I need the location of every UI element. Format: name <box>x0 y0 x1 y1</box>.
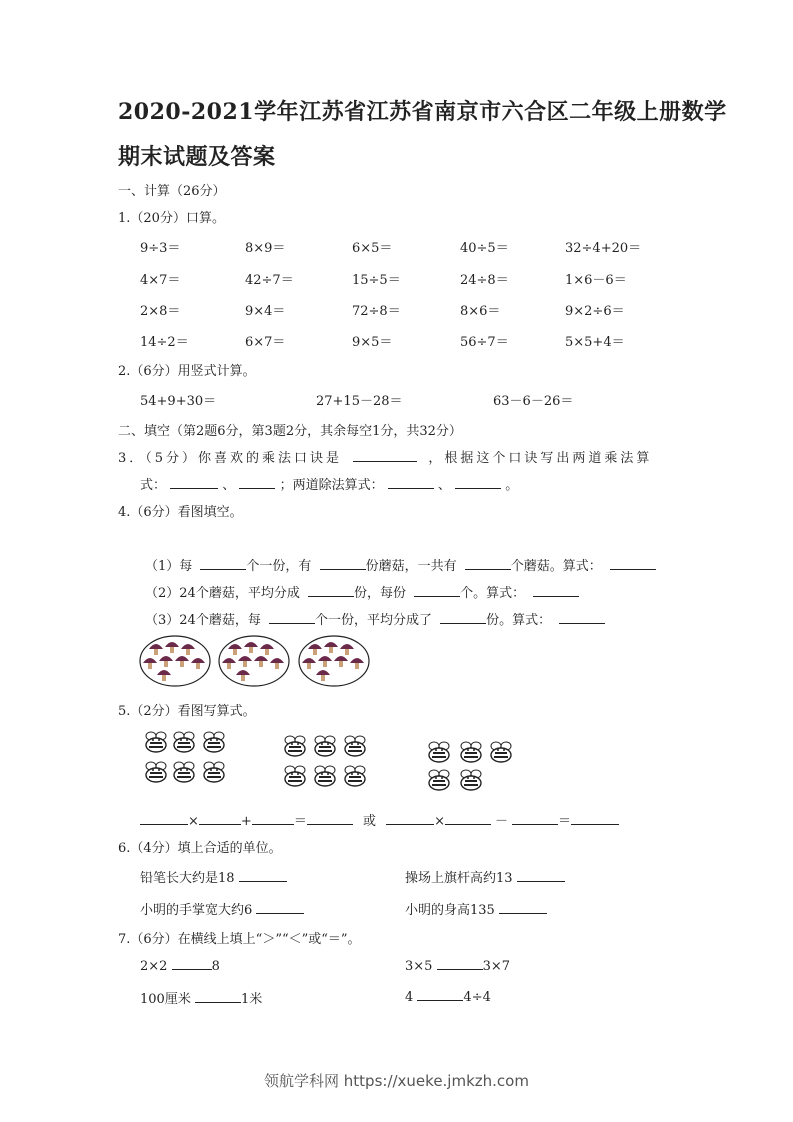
compare-left: 4 <box>405 990 414 1005</box>
compare-right: 4÷4 <box>463 990 491 1005</box>
operator: × <box>434 814 446 829</box>
answer-blank[interactable] <box>307 812 353 825</box>
mushroom-icon <box>350 658 364 669</box>
mental-math-item: 56÷7＝ <box>460 335 509 350</box>
vertical-calc-item: 54+9+30＝ <box>140 394 217 409</box>
bee-icon <box>311 732 339 760</box>
mushroom-icon <box>157 670 171 681</box>
q4-text: 个一份，有 <box>246 559 312 574</box>
question-4-line-1 <box>145 555 656 574</box>
bee-icon <box>341 762 369 790</box>
answer-blank[interactable] <box>499 901 547 914</box>
answer-blank[interactable] <box>353 449 417 462</box>
mental-math-item: 2×8＝ <box>140 304 181 319</box>
unit-text: 铅笔长大约是18 <box>140 871 235 886</box>
answer-blank[interactable] <box>256 901 304 914</box>
mental-math-item: 9÷3＝ <box>140 241 181 256</box>
mushroom-icon <box>260 644 274 655</box>
answer-blank[interactable] <box>200 557 246 570</box>
vertical-calc-item: 27+15－28＝ <box>316 394 403 409</box>
mental-math-item: 8×6＝ <box>460 304 501 319</box>
q4-text: 份。算式： <box>486 613 552 628</box>
question-5-label: 5.（2分）看图写算式。 <box>118 704 256 719</box>
mental-math-item: 9×5＝ <box>352 335 393 350</box>
mushroom-plate <box>297 634 371 688</box>
answer-blank[interactable] <box>559 611 605 624</box>
compare-item <box>140 957 220 974</box>
section-1-heading: 一、计算（26分） <box>118 184 226 199</box>
bee-icon <box>142 758 170 786</box>
answer-blank[interactable] <box>170 476 218 489</box>
q4-text: （3）24个蘑菇，每 <box>145 613 261 628</box>
answer-blank[interactable] <box>610 557 656 570</box>
mental-math-item: 24÷8＝ <box>460 273 509 288</box>
or-text: 或 <box>362 814 376 829</box>
q3-text: 、 <box>222 478 236 493</box>
compare-item <box>405 957 510 974</box>
compare-left: 2×2 <box>140 959 168 974</box>
answer-blank[interactable] <box>239 869 287 882</box>
mushroom-icon <box>149 644 163 655</box>
bee-icon <box>425 738 453 766</box>
q4-text: 份，每份 <box>353 586 406 601</box>
mental-math-item: 32÷4+20＝ <box>565 241 642 256</box>
mushroom-icon <box>238 656 252 667</box>
q4-text: 个。算式： <box>460 586 526 601</box>
question-4-line-3 <box>145 609 605 628</box>
mushroom-icon <box>165 642 179 653</box>
question-6-label: 6.（4分）填上合适的单位。 <box>118 841 282 856</box>
answer-blank[interactable] <box>437 957 483 970</box>
unit-text: 小明的身高135 <box>405 903 495 918</box>
compare-right: 8 <box>211 959 220 974</box>
unit-text: 操场上旗杆高约13 <box>405 871 513 886</box>
mental-math-item: 5×5+4＝ <box>565 335 625 350</box>
question-3-line-2 <box>140 474 518 493</box>
q4-text: 个一份，平均分成了 <box>314 613 432 628</box>
mental-math-item: 6×7＝ <box>245 335 286 350</box>
mushroom-icon <box>191 658 205 669</box>
answer-blank[interactable] <box>512 812 558 825</box>
answer-blank[interactable] <box>440 611 486 624</box>
mushroom-icon <box>334 656 348 667</box>
mental-math-item: 40÷5＝ <box>460 241 509 256</box>
unit-item <box>405 867 565 886</box>
bee-icon <box>142 728 170 756</box>
mushroom-icon <box>254 656 268 667</box>
mushroom-icon <box>236 670 250 681</box>
bee-icon <box>457 738 485 766</box>
answer-blank[interactable] <box>571 812 619 825</box>
mushroom-icon <box>308 644 322 655</box>
question-2-label: 2.（6分）用竖式计算。 <box>118 364 256 379</box>
mushroom-icon <box>159 656 173 667</box>
vertical-calc-item: 63－6－26＝ <box>493 394 574 409</box>
mushroom-icon <box>244 642 258 653</box>
answer-blank[interactable] <box>199 812 241 825</box>
compare-item <box>405 988 491 1005</box>
answer-blank[interactable] <box>517 869 565 882</box>
answer-blank[interactable] <box>455 476 501 489</box>
bee-icon <box>281 732 309 760</box>
mushroom-icon <box>302 658 316 669</box>
bee-icon <box>487 738 515 766</box>
mushroom-icon <box>175 656 189 667</box>
q4-text: （2）24个蘑菇，平均分成 <box>145 586 300 601</box>
unit-item <box>405 899 547 918</box>
compare-left: 100厘米 <box>140 992 191 1007</box>
page-title: 2020-2021学年江苏省江苏省南京市六合区二年级上册数学 <box>118 99 727 125</box>
answer-blank[interactable] <box>239 476 275 489</box>
mental-math-item: 9×2÷6＝ <box>565 304 625 319</box>
bee-icon <box>311 762 339 790</box>
question-4-label: 4.（6分）看图填空。 <box>118 505 243 520</box>
bee-icon <box>457 766 485 794</box>
q4-text: 份蘑菇，一共有 <box>365 559 457 574</box>
mushroom-plate <box>217 634 291 688</box>
answer-blank[interactable] <box>308 584 354 597</box>
compare-right: 3×7 <box>482 959 511 974</box>
bee-icon <box>200 758 228 786</box>
mushroom-icon <box>270 658 284 669</box>
mental-math-item: 8×9＝ <box>245 241 286 256</box>
answer-blank[interactable] <box>417 988 463 1001</box>
q4-text: 个蘑菇。算式： <box>510 559 602 574</box>
operator: + <box>240 814 252 829</box>
question-5-answer-line <box>140 810 619 829</box>
mental-math-item: 72÷8＝ <box>352 304 401 319</box>
mushroom-icon <box>324 642 338 653</box>
section-2-heading: 二、填空（第2题6分，第3题2分，其余每空1分，共32分） <box>118 424 462 439</box>
answer-blank[interactable] <box>252 812 294 825</box>
q3-text: ；两道除法算式： <box>279 478 384 493</box>
mental-math-item: 14÷2＝ <box>140 335 189 350</box>
answer-blank[interactable] <box>172 957 212 970</box>
q3-text: 3．（5分）你喜欢的乘法口诀是 <box>118 451 343 466</box>
bee-icon <box>170 758 198 786</box>
bee-icon <box>341 732 369 760</box>
footer-watermark: 领航学科网 https://xueke.jmkzh.com <box>264 1072 529 1090</box>
answer-blank[interactable] <box>533 584 579 597</box>
mushroom-icon <box>316 670 330 681</box>
unit-item <box>140 867 287 886</box>
answer-blank[interactable] <box>320 557 366 570</box>
operator: × <box>188 814 199 829</box>
answer-blank[interactable] <box>386 812 434 825</box>
question-1-label: 1.（20分）口算。 <box>118 211 225 226</box>
question-7-label: 7.（6分）在横线上填上“＞”“＜”或“＝”。 <box>118 932 361 947</box>
operator: － <box>495 814 509 829</box>
q3-text: 式： <box>140 478 167 493</box>
answer-blank[interactable] <box>269 611 315 624</box>
compare-item <box>140 988 262 1007</box>
unit-item <box>140 899 304 918</box>
mushroom-icon <box>181 644 195 655</box>
answer-blank[interactable] <box>445 812 491 825</box>
bee-icon <box>425 766 453 794</box>
mushroom-icon <box>318 656 332 667</box>
compare-left: 3×5 <box>405 959 433 974</box>
compare-right: 1米 <box>240 992 263 1007</box>
q3-text: 、 <box>437 478 451 493</box>
bee-icon <box>200 728 228 756</box>
q3-text: 。 <box>505 478 519 493</box>
mental-math-item: 6×5＝ <box>352 241 393 256</box>
q3-text: ，根据这个口诀写出两道乘法算 <box>428 451 653 466</box>
answer-blank[interactable] <box>140 812 188 825</box>
mental-math-item: 1×6－6＝ <box>565 273 627 288</box>
mental-math-item: 9×4＝ <box>245 304 286 319</box>
page-subtitle: 期末试题及答案 <box>118 144 276 170</box>
mushroom-plate <box>138 634 212 688</box>
bee-icon <box>170 728 198 756</box>
answer-blank[interactable] <box>414 584 460 597</box>
mushroom-icon <box>222 658 236 669</box>
operator: ＝ <box>558 814 572 829</box>
answer-blank[interactable] <box>388 476 434 489</box>
mushroom-icon <box>228 644 242 655</box>
operator: ＝ <box>293 814 307 829</box>
mushroom-icon <box>143 658 157 669</box>
question-3-line-1 <box>118 447 652 466</box>
answer-blank[interactable] <box>465 557 511 570</box>
question-4-line-2 <box>145 582 579 601</box>
mental-math-item: 4×7＝ <box>140 273 181 288</box>
mushroom-icon <box>340 644 354 655</box>
mental-math-item: 15÷5＝ <box>352 273 401 288</box>
unit-text: 小明的手掌宽大约6 <box>140 903 253 918</box>
q4-text: （1）每 <box>145 559 193 574</box>
answer-blank[interactable] <box>195 990 241 1003</box>
mental-math-item: 42÷7＝ <box>245 273 294 288</box>
bee-icon <box>281 762 309 790</box>
